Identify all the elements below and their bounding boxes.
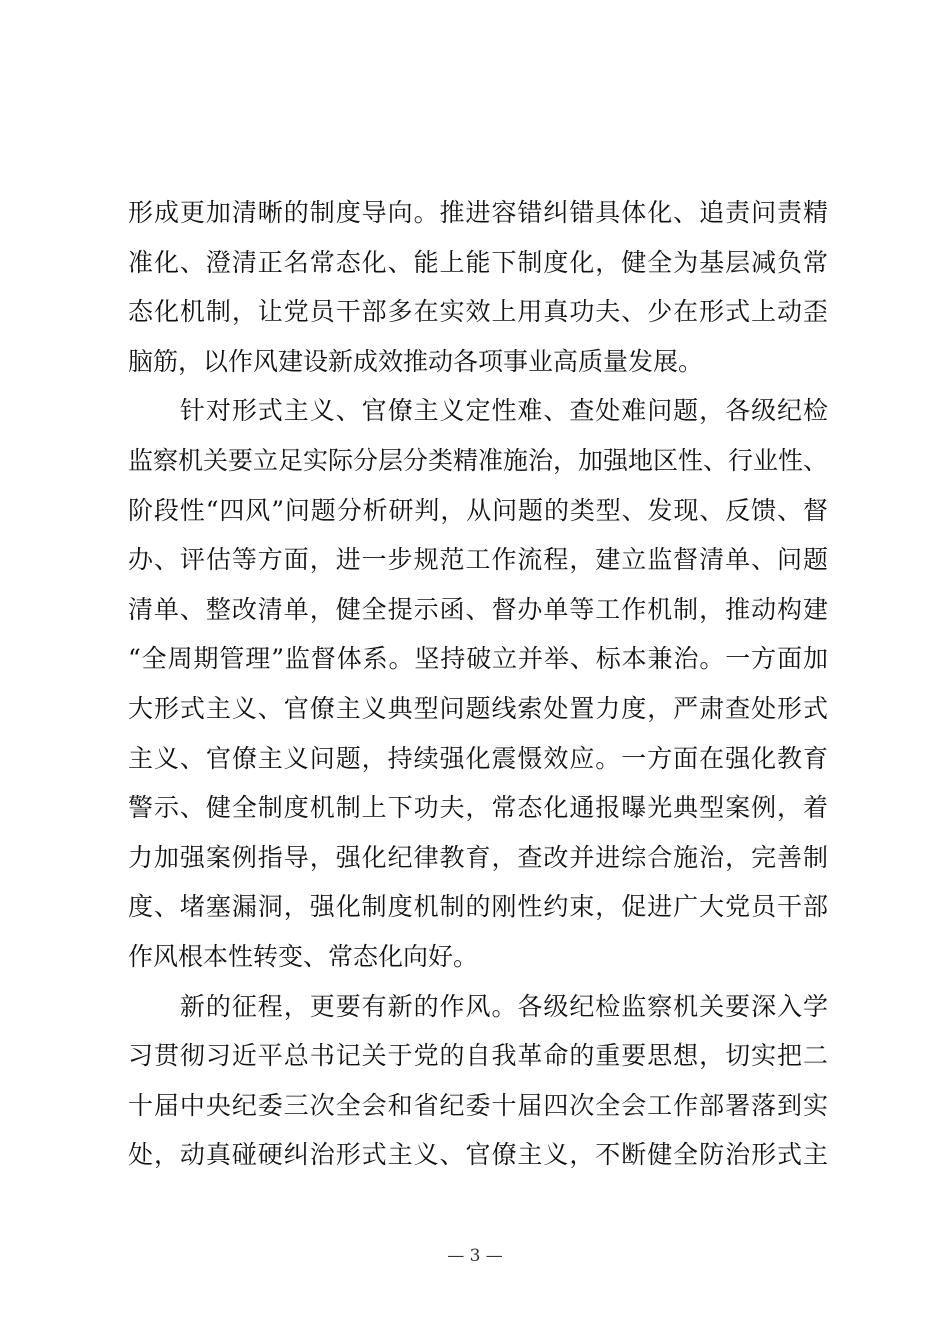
text-line: 态化机制，让党员干部多在实效上用真功夫、少在形式上动歪 bbox=[128, 297, 828, 327]
page-number: — 3 — bbox=[447, 1246, 503, 1266]
paragraph-2 bbox=[128, 386, 828, 981]
text-line: 十届中央纪委三次全会和省纪委十届四次全会工作部署落到实 bbox=[128, 1090, 828, 1120]
paragraph-3 bbox=[128, 982, 828, 1180]
text-line: 清单、整改清单，健全提示函、督办单等工作机制，推动构建 bbox=[128, 594, 828, 624]
text-line: 警示、健全制度机制上下功夫，常态化通报曝光典型案例，着 bbox=[128, 793, 828, 823]
text-line: 大形式主义、官僚主义典型问题线索处置力度，严肃查处形式 bbox=[128, 693, 828, 723]
text-line: 脑筋，以作风建设新成效推动各项事业高质量发展。 bbox=[128, 346, 704, 376]
text-line: “全周期管理”监督体系。坚持破立并举、标本兼治。一方面加 bbox=[128, 644, 828, 674]
text-line: 针对形式主义、官僚主义定性难、查处难问题，各级纪检 bbox=[128, 396, 828, 426]
text-line: 形成更加清晰的制度导向。推进容错纠错具体化、追责问责精 bbox=[128, 198, 828, 227]
text-line: 办、评估等方面，进一步规范工作流程，建立监督清单、问题 bbox=[128, 545, 828, 575]
text-line: 力加强案例指导，强化纪律教育，查改并进综合施治，完善制 bbox=[128, 842, 828, 872]
text-line: 度、堵塞漏洞，强化制度机制的刚性约束，促进广大党员干部 bbox=[128, 892, 828, 922]
text-line: 处，动真碰硬纠治形式主义、官僚主义，不断健全防治形式主 bbox=[128, 1140, 828, 1170]
text-line: 新的征程，更要有新的作风。各级纪检监察机关要深入学 bbox=[128, 991, 828, 1021]
body-text bbox=[128, 188, 828, 1180]
text-line: 主义、官僚主义问题，持续强化震慑效应。一方面在强化教育 bbox=[128, 743, 828, 773]
text-line: 作风根本性转变、常态化向好。 bbox=[128, 941, 479, 971]
text-line: 监察机关要立足实际分层分类精准施治，加强地区性、行业性、 bbox=[128, 445, 829, 475]
text-line: 准化、澄清正名常态化、能上能下制度化，健全为基层减负常 bbox=[128, 247, 828, 277]
text-line: 习贯彻习近平总书记关于党的自我革命的重要思想，切实把二 bbox=[128, 1041, 828, 1071]
text-line: 阶段性“四风”问题分析研判，从问题的类型、发现、反馈、督 bbox=[128, 495, 828, 525]
paragraph-1 bbox=[128, 188, 828, 386]
